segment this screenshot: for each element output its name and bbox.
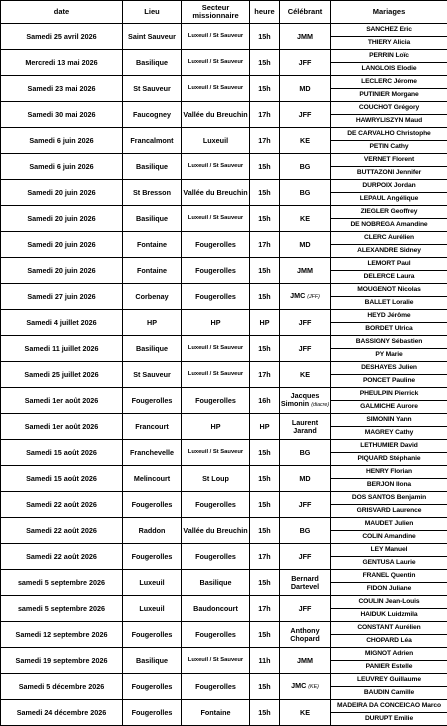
celebrant-name: MD bbox=[299, 474, 310, 483]
cell-mariages bbox=[331, 362, 447, 388]
celebrant-name: JFF bbox=[299, 604, 312, 613]
cell-heure: 17h bbox=[250, 362, 280, 388]
cell-mariages bbox=[331, 76, 447, 102]
celebrant-name: JFF bbox=[299, 552, 312, 561]
spouse-name: BERJON Ilona bbox=[331, 478, 447, 491]
cell-heure: 11h bbox=[250, 648, 280, 674]
cell-date: Samedi 4 juillet 2026 bbox=[1, 310, 123, 336]
celebrant-name: JFF bbox=[299, 500, 312, 509]
celebrant-name: BG bbox=[300, 188, 311, 197]
spouse-name: DE NOBREGA Amandine bbox=[331, 218, 447, 231]
cell-mariages bbox=[331, 24, 447, 50]
cell-mariages bbox=[331, 310, 447, 336]
cell-lieu: Francourt bbox=[123, 414, 182, 440]
cell-heure: 15h bbox=[250, 518, 280, 544]
cell-date: Samedi 25 avril 2026 bbox=[1, 24, 123, 50]
cell-secteur: Basilique bbox=[182, 570, 250, 596]
cell-date: samedi 5 septembre 2026 bbox=[1, 570, 123, 596]
cell-lieu: Fougerolles bbox=[123, 622, 182, 648]
cell-date: Samedi 20 juin 2026 bbox=[1, 180, 123, 206]
table-row bbox=[1, 232, 447, 258]
spouse-name: DELERCE Laura bbox=[331, 270, 447, 283]
cell-mariages bbox=[331, 414, 447, 440]
table-row bbox=[1, 206, 447, 232]
cell-celebrant bbox=[280, 50, 331, 76]
cell-mariages bbox=[331, 206, 447, 232]
cell-lieu: Saint Sauveur bbox=[123, 24, 182, 50]
spouse-name: LEUVREY Guillaume bbox=[331, 674, 447, 686]
cell-secteur: Fougerolles bbox=[182, 674, 250, 700]
cell-celebrant bbox=[280, 414, 331, 440]
table-row bbox=[1, 102, 447, 128]
spouse-name: GENTUSA Laurie bbox=[331, 556, 447, 569]
celebrant-name: KE bbox=[300, 370, 310, 379]
cell-lieu: St Bresson bbox=[123, 180, 182, 206]
table-row bbox=[1, 414, 447, 440]
cell-mariages bbox=[331, 128, 447, 154]
cell-secteur: HP bbox=[182, 414, 250, 440]
cell-secteur: Luxeuil / St Sauveur bbox=[182, 336, 250, 362]
celebrant-name: KE bbox=[300, 214, 310, 223]
cell-date: Mercredi 13 mai 2026 bbox=[1, 50, 123, 76]
cell-date: Samedi 15 août 2026 bbox=[1, 440, 123, 466]
cell-mariages bbox=[331, 648, 447, 674]
table-row bbox=[1, 544, 447, 570]
table-row bbox=[1, 128, 447, 154]
cell-heure: 15h bbox=[250, 284, 280, 310]
cell-mariages bbox=[331, 258, 447, 284]
cell-mariages bbox=[331, 102, 447, 128]
table-row bbox=[1, 492, 447, 518]
spouse-name: CHOPARD Léa bbox=[331, 634, 447, 647]
cell-lieu: Faucogney bbox=[123, 102, 182, 128]
header-secteur: Secteur missionnaire bbox=[182, 1, 250, 24]
celebrant-name: BG bbox=[300, 448, 311, 457]
cell-heure: 15h bbox=[250, 674, 280, 700]
cell-celebrant bbox=[280, 440, 331, 466]
celebrant-name: KE bbox=[300, 136, 310, 145]
header-mariages: Mariages bbox=[331, 1, 447, 24]
cell-heure: 15h bbox=[250, 76, 280, 102]
cell-mariages bbox=[331, 336, 447, 362]
cell-heure: HP bbox=[250, 310, 280, 336]
cell-mariages bbox=[331, 180, 447, 206]
cell-celebrant bbox=[280, 310, 331, 336]
cell-date: Samedi 25 juillet 2026 bbox=[1, 362, 123, 388]
cell-heure: 15h bbox=[250, 258, 280, 284]
spouse-name: HENRY Florian bbox=[331, 466, 447, 478]
table-row bbox=[1, 466, 447, 492]
spouse-name: MADEIRA DA CONCEICAO Marco bbox=[331, 700, 447, 712]
cell-mariages bbox=[331, 544, 447, 570]
cell-lieu: Basilique bbox=[123, 206, 182, 232]
cell-date: Samedi 30 mai 2026 bbox=[1, 102, 123, 128]
spouse-name: PONCET Pauline bbox=[331, 374, 447, 387]
spouse-name: BORDET Ulrica bbox=[331, 322, 447, 335]
cell-celebrant bbox=[280, 622, 331, 648]
header-row bbox=[1, 1, 447, 24]
cell-date: Samedi 11 juillet 2026 bbox=[1, 336, 123, 362]
spouse-name: LETHUMIER David bbox=[331, 440, 447, 452]
table-row bbox=[1, 50, 447, 76]
cell-secteur: Vallée du Breuchin bbox=[182, 102, 250, 128]
cell-date: Samedi 23 mai 2026 bbox=[1, 76, 123, 102]
cell-celebrant bbox=[280, 544, 331, 570]
cell-celebrant bbox=[280, 362, 331, 388]
spouse-name: CONSTANT Aurélien bbox=[331, 622, 447, 634]
celebrant-name: JFF bbox=[299, 110, 312, 119]
cell-lieu: Francalmont bbox=[123, 128, 182, 154]
cell-date: Samedi 24 décembre 2026 bbox=[1, 700, 123, 726]
celebrant-name: BG bbox=[300, 526, 311, 535]
spouse-name: ALEXANDRE Sidney bbox=[331, 244, 447, 257]
cell-secteur: HP bbox=[182, 310, 250, 336]
cell-date: Samedi 15 août 2026 bbox=[1, 466, 123, 492]
table-row bbox=[1, 154, 447, 180]
cell-secteur: Luxeuil / St Sauveur bbox=[182, 154, 250, 180]
spouse-name: PETIN Cathy bbox=[331, 140, 447, 153]
spouse-name: MAGREY Cathy bbox=[331, 426, 447, 439]
spouse-name: BASSIGNY Sébastien bbox=[331, 336, 447, 348]
cell-celebrant bbox=[280, 570, 331, 596]
cell-date: Samedi 20 juin 2026 bbox=[1, 206, 123, 232]
cell-secteur: Fougerolles bbox=[182, 492, 250, 518]
spouse-name: LEY Manuel bbox=[331, 544, 447, 556]
header-celebrant: Célébrant bbox=[280, 1, 331, 24]
cell-secteur: Luxeuil / St Sauveur bbox=[182, 50, 250, 76]
cell-lieu: St Sauveur bbox=[123, 76, 182, 102]
spouse-name: THIERY Alicia bbox=[331, 36, 447, 49]
table-row bbox=[1, 622, 447, 648]
cell-lieu: Basilique bbox=[123, 336, 182, 362]
spouse-name: MAUDET Julien bbox=[331, 518, 447, 530]
cell-lieu: Fougerolles bbox=[123, 674, 182, 700]
cell-mariages bbox=[331, 622, 447, 648]
celebrant-name: JMC bbox=[290, 291, 305, 300]
cell-celebrant bbox=[280, 180, 331, 206]
spouse-name: DOS SANTOS Benjamin bbox=[331, 492, 447, 504]
spouse-name: COULIN Jean-Louis bbox=[331, 596, 447, 608]
spouse-name: PY Marie bbox=[331, 348, 447, 361]
table-row bbox=[1, 76, 447, 102]
cell-celebrant bbox=[280, 492, 331, 518]
cell-lieu: Fougerolles bbox=[123, 492, 182, 518]
celebrant-name: MD bbox=[299, 84, 310, 93]
cell-date: Samedi 22 août 2026 bbox=[1, 544, 123, 570]
cell-lieu: Luxeuil bbox=[123, 570, 182, 596]
spouse-name: ZIEGLER Geoffrey bbox=[331, 206, 447, 218]
celebrant-note: (KE) bbox=[308, 684, 319, 690]
cell-celebrant bbox=[280, 128, 331, 154]
cell-celebrant bbox=[280, 674, 331, 700]
table-row bbox=[1, 336, 447, 362]
cell-lieu: Fontaine bbox=[123, 258, 182, 284]
cell-lieu: Corbenay bbox=[123, 284, 182, 310]
cell-secteur: Fontaine bbox=[182, 700, 250, 726]
cell-lieu: Fougerolles bbox=[123, 700, 182, 726]
table-row bbox=[1, 24, 447, 50]
cell-date: Samedi 6 juin 2026 bbox=[1, 128, 123, 154]
celebrant-name: KE bbox=[300, 708, 310, 717]
table-row bbox=[1, 440, 447, 466]
cell-celebrant bbox=[280, 336, 331, 362]
celebrant-name: JMM bbox=[297, 266, 313, 275]
cell-heure: 15h bbox=[250, 492, 280, 518]
table-row bbox=[1, 674, 447, 700]
cell-celebrant bbox=[280, 518, 331, 544]
cell-mariages bbox=[331, 50, 447, 76]
spouse-name: DESHAYES Julien bbox=[331, 362, 447, 374]
cell-date: Samedi 5 décembre 2026 bbox=[1, 674, 123, 700]
celebrant-note: (JFF) bbox=[307, 294, 320, 300]
cell-celebrant bbox=[280, 232, 331, 258]
cell-lieu: Franchevelle bbox=[123, 440, 182, 466]
cell-lieu: Melincourt bbox=[123, 466, 182, 492]
spouse-name: MOUGENOT Nicolas bbox=[331, 284, 447, 296]
cell-celebrant bbox=[280, 388, 331, 414]
celebrant-name: JFF bbox=[299, 58, 312, 67]
cell-celebrant bbox=[280, 154, 331, 180]
table-row bbox=[1, 596, 447, 622]
spouse-name: DURPOIX Jordan bbox=[331, 180, 447, 192]
cell-heure: 15h bbox=[250, 50, 280, 76]
cell-heure: 15h bbox=[250, 570, 280, 596]
spouse-name: HAWRYLISZYN Maud bbox=[331, 114, 447, 127]
cell-lieu: Basilique bbox=[123, 50, 182, 76]
cell-mariages bbox=[331, 700, 447, 726]
celebrant-note: (diacre) bbox=[311, 402, 329, 408]
cell-mariages bbox=[331, 570, 447, 596]
cell-date: Samedi 27 juin 2026 bbox=[1, 284, 123, 310]
cell-heure: 15h bbox=[250, 180, 280, 206]
cell-heure: 15h bbox=[250, 24, 280, 50]
cell-date: Samedi 6 juin 2026 bbox=[1, 154, 123, 180]
cell-mariages bbox=[331, 388, 447, 414]
spouse-name: BAUDIN Camille bbox=[331, 686, 447, 699]
cell-secteur: Luxeuil / St Sauveur bbox=[182, 648, 250, 674]
cell-heure: 17h bbox=[250, 232, 280, 258]
table-row bbox=[1, 648, 447, 674]
spouse-name: LECLERC Jérome bbox=[331, 76, 447, 88]
header-heure: heure bbox=[250, 1, 280, 24]
table-row bbox=[1, 258, 447, 284]
table-row bbox=[1, 700, 447, 726]
cell-heure: 17h bbox=[250, 544, 280, 570]
cell-secteur: St Loup bbox=[182, 466, 250, 492]
cell-secteur: Vallée du Breuchin bbox=[182, 518, 250, 544]
cell-heure: 17h bbox=[250, 128, 280, 154]
cell-heure: 17h bbox=[250, 102, 280, 128]
spouse-name: PERRIN Loïc bbox=[331, 50, 447, 62]
celebrant-name: MD bbox=[299, 240, 310, 249]
cell-celebrant bbox=[280, 700, 331, 726]
cell-date: Samedi 20 juin 2026 bbox=[1, 232, 123, 258]
cell-secteur: Luxeuil / St Sauveur bbox=[182, 440, 250, 466]
spouse-name: DURUPT Emilie bbox=[331, 712, 447, 725]
table-row bbox=[1, 362, 447, 388]
cell-date: Samedi 1er août 2026 bbox=[1, 414, 123, 440]
cell-secteur: Fougerolles bbox=[182, 544, 250, 570]
cell-lieu: Fontaine bbox=[123, 232, 182, 258]
cell-mariages bbox=[331, 518, 447, 544]
spouse-name: PIQUARD Stéphanie bbox=[331, 452, 447, 465]
spouse-name: BUTTAZONI Jennifer bbox=[331, 166, 447, 179]
cell-secteur: Luxeuil bbox=[182, 128, 250, 154]
cell-secteur: Vallée du Breuchin bbox=[182, 180, 250, 206]
cell-lieu: HP bbox=[123, 310, 182, 336]
spouse-name: HEYD Jérôme bbox=[331, 310, 447, 322]
spouse-name: SIMONIN Yann bbox=[331, 414, 447, 426]
cell-mariages bbox=[331, 440, 447, 466]
cell-secteur: Luxeuil / St Sauveur bbox=[182, 362, 250, 388]
cell-mariages bbox=[331, 674, 447, 700]
celebrant-name: BG bbox=[300, 162, 311, 171]
spouse-name: LANGLOIS Elodie bbox=[331, 62, 447, 75]
cell-celebrant bbox=[280, 76, 331, 102]
spouse-name: BALLET Loralie bbox=[331, 296, 447, 309]
spouse-name: PUTINIER Morgane bbox=[331, 88, 447, 101]
cell-celebrant bbox=[280, 596, 331, 622]
cell-heure: 15h bbox=[250, 336, 280, 362]
cell-celebrant bbox=[280, 648, 331, 674]
spouse-name: FIDON Juliane bbox=[331, 582, 447, 595]
celebrant-name: Anthony Chopard bbox=[290, 626, 320, 643]
spouse-name: HAIDUK Luidzmila bbox=[331, 608, 447, 621]
celebrant-name: Bernard Dartevel bbox=[291, 574, 319, 591]
spouse-name: LEMORT Paul bbox=[331, 258, 447, 270]
celebrant-name: Laurent Jarand bbox=[292, 418, 318, 435]
spouse-name: CLERC Aurélien bbox=[331, 232, 447, 244]
cell-date: Samedi 12 septembre 2026 bbox=[1, 622, 123, 648]
cell-secteur: Baudoncourt bbox=[182, 596, 250, 622]
spouse-name: DE CARVALHO Christophe bbox=[331, 128, 447, 140]
celebrant-name: JMM bbox=[297, 32, 313, 41]
cell-secteur: Luxeuil / St Sauveur bbox=[182, 76, 250, 102]
cell-celebrant bbox=[280, 206, 331, 232]
table-row bbox=[1, 518, 447, 544]
cell-date: samedi 5 septembre 2026 bbox=[1, 596, 123, 622]
cell-heure: 15h bbox=[250, 700, 280, 726]
cell-celebrant bbox=[280, 24, 331, 50]
cell-heure: 15h bbox=[250, 206, 280, 232]
spouse-name: SANCHEZ Eric bbox=[331, 24, 447, 36]
celebrant-name: JFF bbox=[299, 344, 312, 353]
spouse-name: PANIER Estelle bbox=[331, 660, 447, 673]
spouse-name: PHEULPIN Pierrick bbox=[331, 388, 447, 400]
cell-mariages bbox=[331, 154, 447, 180]
cell-mariages bbox=[331, 232, 447, 258]
spouse-name: GALMICHE Aurore bbox=[331, 400, 447, 413]
cell-heure: 16h bbox=[250, 388, 280, 414]
cell-date: Samedi 22 août 2026 bbox=[1, 518, 123, 544]
cell-heure: HP bbox=[250, 414, 280, 440]
celebrant-name: Jacques Simonin bbox=[281, 391, 320, 408]
cell-celebrant bbox=[280, 466, 331, 492]
cell-heure: 15h bbox=[250, 622, 280, 648]
cell-lieu: Luxeuil bbox=[123, 596, 182, 622]
cell-celebrant bbox=[280, 258, 331, 284]
cell-secteur: Luxeuil / St Sauveur bbox=[182, 206, 250, 232]
cell-date: Samedi 22 août 2026 bbox=[1, 492, 123, 518]
cell-lieu: St Sauveur bbox=[123, 362, 182, 388]
table-row bbox=[1, 570, 447, 596]
table-row bbox=[1, 388, 447, 414]
spouse-name: GRISVARD Laurence bbox=[331, 504, 447, 517]
spouse-name: MIGNOT Adrien bbox=[331, 648, 447, 660]
celebrant-name: JMC bbox=[291, 681, 306, 690]
cell-lieu: Fougerolles bbox=[123, 388, 182, 414]
cell-celebrant bbox=[280, 284, 331, 310]
cell-secteur: Fougerolles bbox=[182, 232, 250, 258]
cell-lieu: Basilique bbox=[123, 648, 182, 674]
cell-heure: 15h bbox=[250, 466, 280, 492]
table-row bbox=[1, 284, 447, 310]
spouse-name: COUCHOT Grégory bbox=[331, 102, 447, 114]
cell-date: Samedi 19 septembre 2026 bbox=[1, 648, 123, 674]
cell-secteur: Luxeuil / St Sauveur bbox=[182, 24, 250, 50]
celebrant-name: JFF bbox=[299, 318, 312, 327]
cell-heure: 15h bbox=[250, 154, 280, 180]
cell-secteur: Fougerolles bbox=[182, 258, 250, 284]
cell-heure: 17h bbox=[250, 596, 280, 622]
header-lieu: Lieu bbox=[123, 1, 182, 24]
cell-celebrant bbox=[280, 102, 331, 128]
header-date: date bbox=[1, 1, 123, 24]
spouse-name: LEPAUL Angélique bbox=[331, 192, 447, 205]
cell-mariages bbox=[331, 284, 447, 310]
cell-mariages bbox=[331, 492, 447, 518]
spouse-name: COLIN Amandine bbox=[331, 530, 447, 543]
table-row bbox=[1, 180, 447, 206]
cell-date: Samedi 20 juin 2026 bbox=[1, 258, 123, 284]
cell-mariages bbox=[331, 596, 447, 622]
cell-secteur: Fougerolles bbox=[182, 284, 250, 310]
spouse-name: VERNET Florent bbox=[331, 154, 447, 166]
cell-mariages bbox=[331, 466, 447, 492]
cell-secteur: Fougerolles bbox=[182, 622, 250, 648]
cell-lieu: Raddon bbox=[123, 518, 182, 544]
cell-lieu: Fougerolles bbox=[123, 544, 182, 570]
cell-lieu: Basilique bbox=[123, 154, 182, 180]
table-row bbox=[1, 310, 447, 336]
cell-date: Samedi 1er août 2026 bbox=[1, 388, 123, 414]
celebrant-name: JMM bbox=[297, 656, 313, 665]
cell-heure: 15h bbox=[250, 440, 280, 466]
spouse-name: FRANEL Quentin bbox=[331, 570, 447, 582]
cell-secteur: Fougerolles bbox=[182, 388, 250, 414]
